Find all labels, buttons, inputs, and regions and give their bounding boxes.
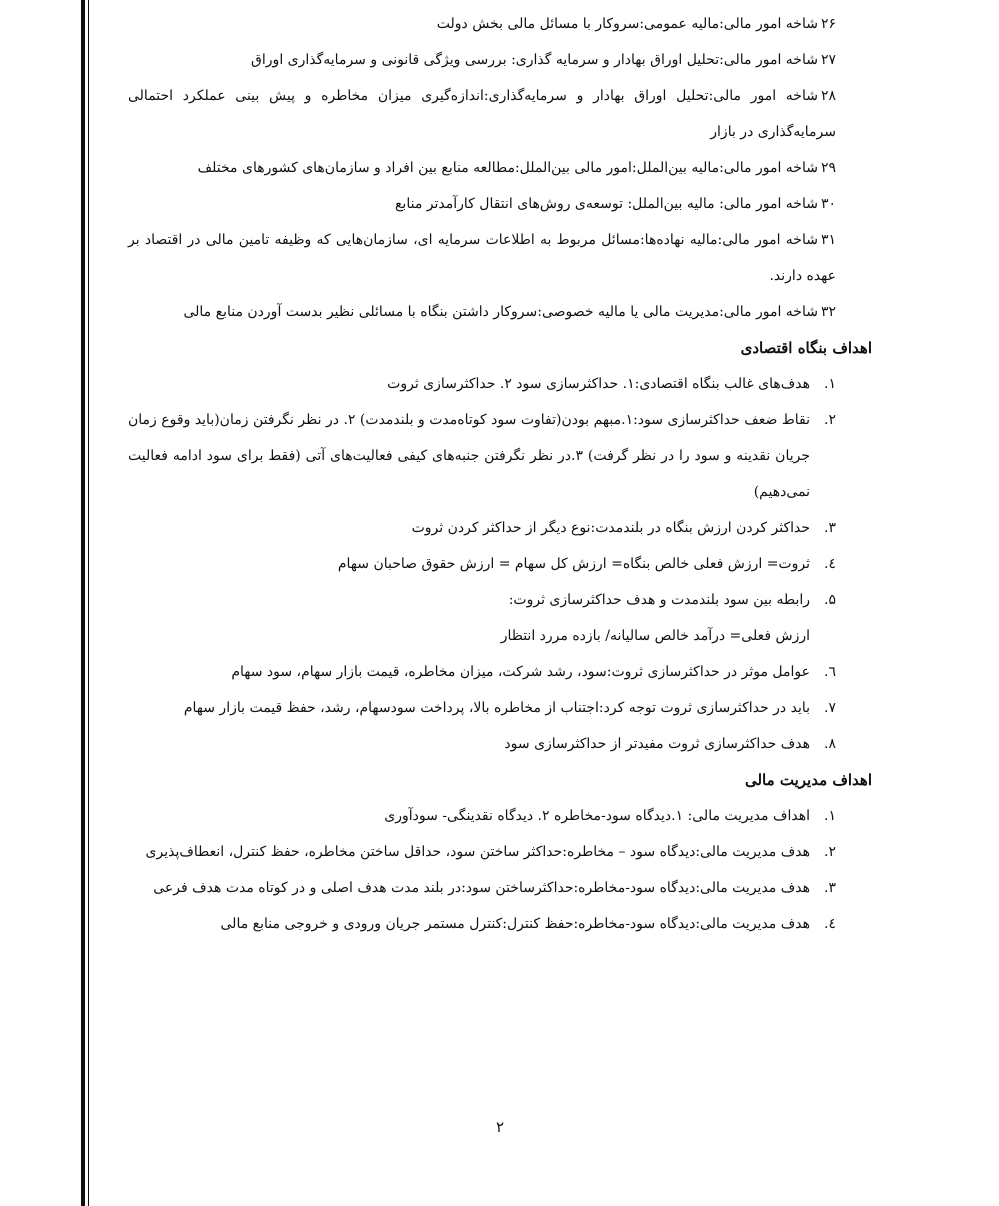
list-item: ٦. عوامل موثر در حداکثرسازی ثروت:سود، رشد شرکت، میزان مخاطره، قیمت بازار سهام، سود سهام: [231, 664, 836, 680]
branch-item: ۳۱شاخه امور مالی:مالیه نهاده‌ها:مسائل مربوط به اطلاعات سرمایه ای، سازمان‌هایی که وظیفه تامین مالی در اقتصاد بر عهده دارند.: [128, 232, 836, 284]
section-heading-firm-goals: اهداف بنگاه اقتصادی: [740, 339, 872, 357]
list-item: ۸. هدف حداکثرسازی ثروت مفیدتر از حداکثرسازی سود: [504, 736, 836, 752]
list-item: ۳. هدف مدیریت مالی:دیدگاه سود-مخاطره:حداکثرساختن سود:در بلند مدت هدف اصلی و در کوتاه مدت هدف فرعی: [153, 880, 836, 896]
margin-rule-thick: [81, 0, 85, 1206]
branch-item: ۲۹شاخه امور مالی:مالیه بین‌الملل:امور مالی بین‌الملل:مطالعه منابع بین افراد و سازمان‌های کشورهای مختلف: [197, 160, 836, 176]
branch-item: ۲۸شاخه امور مالی:تحلیل اوراق بهادار و سرمایه‌گذاری:اندازه‌گیری میزان مخاطره و پیش بینی عملکرد احتمالی سرمایه‌گذاری در بازار: [128, 88, 836, 140]
list-item: ۲. هدف مدیریت مالی:دیدگاه سود – مخاطره:حداکثر ساختن سود، حداقل ساختن مخاطره، حفظ کنترل، انعطاف‌پذیری: [145, 844, 836, 860]
branch-item: ۳۰شاخه امور مالی: مالیه بین‌الملل: توسعه‌ی روش‌های انتقال کارآمدتر منابع: [394, 196, 836, 212]
branch-list: [128, 6, 872, 330]
branch-item: ۲۶شاخه امور مالی:مالیه عمومی:سروکار با مسائل مالی بخش دولت: [436, 16, 836, 32]
branch-item: ۳۲شاخه امور مالی:مدیریت مالی یا مالیه خصوصی:سروکار داشتن بنگاه با مسائلی نظیر بدست آوردن منابع مالی: [183, 304, 836, 320]
financial-management-goals-list: [128, 798, 872, 942]
list-item: ٤. هدف مدیریت مالی:دیدگاه سود-مخاطره:حفظ کنترل:کنترل مستمر جریان ورودی و خروجی منابع مالی: [220, 916, 836, 932]
document-page: [128, 0, 872, 1206]
formula-line: ارزش فعلی= درآمد خالص سالیانه/ بازده مررد انتظار: [500, 628, 810, 644]
firm-goals-list: [128, 366, 872, 762]
list-item: ۳. حداکثر کردن ارزش بنگاه در بلندمدت:نوع دیگر از حداکثر کردن ثروت: [411, 520, 836, 536]
list-item: ۱. اهداف مدیریت مالی: ۱.دیدگاه سود-مخاطره ۲. دیدگاه نقدینگی- سودآوری: [384, 808, 836, 824]
document-content: [128, 6, 872, 942]
branch-item: ۲۷شاخه امور مالی:تحلیل اوراق بهادار و سرمایه گذاری: بررسی ویژگی قانونی و سرمایه‌گذاری اوراق: [251, 52, 836, 68]
list-item: ۷. باید در حداکثرسازی ثروت توجه کرد:اجتناب از مخاطره بالا، پرداخت سودسهام، رشد، حفظ قیمت بازار سهام: [183, 700, 836, 716]
margin-rule-thin: [88, 0, 89, 1206]
list-item: ۵. رابطه بین سود بلندمدت و هدف حداکثرسازی ثروت:: [508, 592, 836, 608]
list-item: ۱. هدف‌های غالب بنگاه اقتصادی:۱. حداکثرسازی سود ۲. حداکثرسازی ثروت: [387, 376, 836, 392]
list-item: ۲. نقاط ضعف حداکثرسازی سود:۱.مبهم بودن(تفاوت سود کوتاه‌مدت و بلندمدت) ۲. در نظر نگرفتن زمان(باید وقوع زمان جریان نقدینه و سود را در نظر گرفت) ۳.در نظر نگرفتن جنبه‌های کیفی فعالیت‌های آتی (فقط برای سود ادامه فعالیت نمی‌دهیم): [128, 412, 836, 500]
page-number: ۲: [495, 1118, 505, 1136]
list-item: ٤. ثروت= ارزش فعلی خالص بنگاه= ارزش کل سهام = ارزش حقوق صاحبان سهام: [337, 556, 836, 572]
section-heading-financial-management-goals: اهداف مدیریت مالی: [744, 771, 872, 789]
